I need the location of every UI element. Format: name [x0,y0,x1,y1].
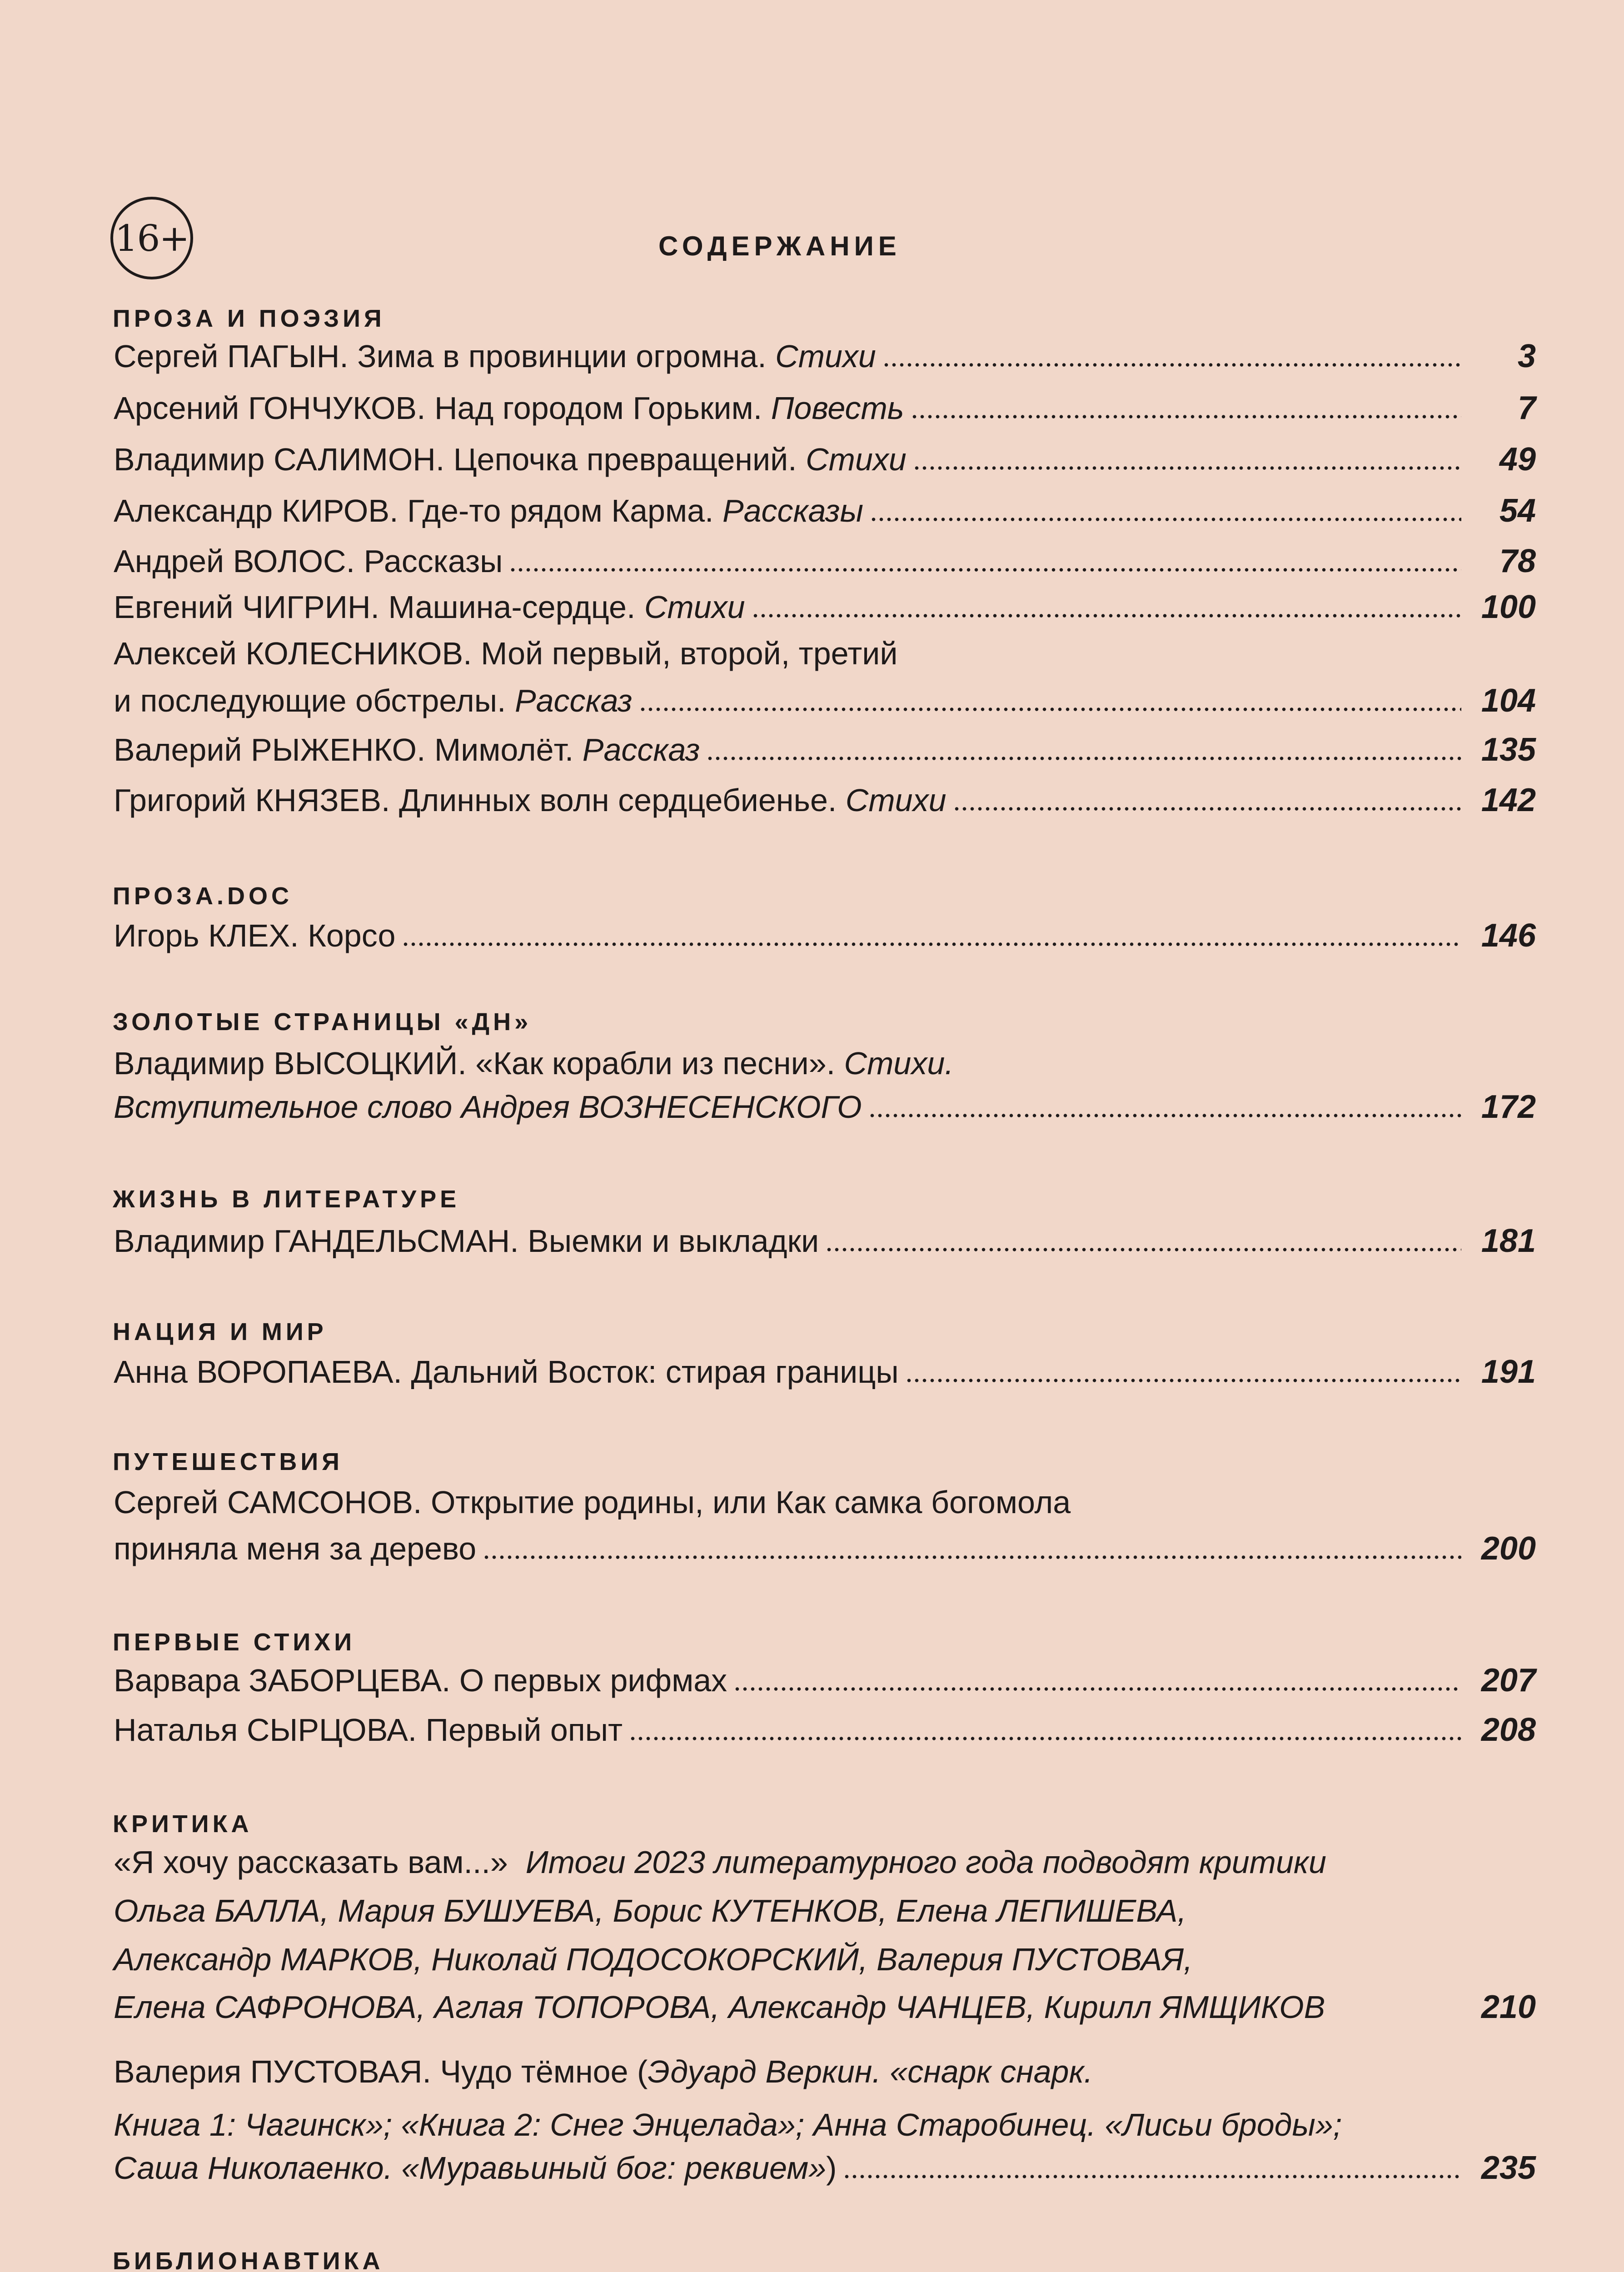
dot-leader [639,707,1461,712]
dot-leader [733,1687,1461,1691]
entry-title: Над городом Горьким. [434,390,762,426]
dot-leader [629,1736,1461,1741]
dot-leader [825,1247,1461,1252]
toc-entry-line[interactable]: Сергей САМСОНОВ. Открытие родины, или Как самка богомола [114,1485,1071,1520]
entry-page-number: 172 [1481,1089,1536,1125]
dot-leader [911,414,1461,419]
entry-page-number: 142 [1481,782,1536,818]
dot-leader [953,807,1461,811]
entry-author: Владимир САЛИМОН. [114,442,445,477]
toc-entry-line[interactable] [114,1943,1193,1975]
entry-title: Валерия ПУСТОВАЯ. Чудо тёмное ( [114,2054,648,2089]
section-title-travels: ПУТЕШЕСТВИЯ [113,1448,343,1475]
entry-title: Рассказы [364,543,503,579]
entry-reviewed-works: Саша Николаенко. «Муравьиный бог: реквием» [114,2150,827,2186]
toc-entry[interactable] [114,443,1536,476]
section-title-prozadoc: ПРОЗА.DOC [113,882,293,910]
section-title-nation-and-world: НАЦИЯ И МИР [113,1318,327,1345]
entry-page-number: 78 [1499,543,1536,579]
toc-entry[interactable] [114,1532,1536,1565]
toc-entry[interactable] [114,2152,1536,2184]
dot-leader [402,942,1461,947]
entry-author: Евгений ЧИГРИН. [114,589,379,625]
entry-author: Арсений ГОНЧУКОВ. [114,390,426,426]
toc-entry[interactable] [114,684,1536,717]
entry-genre: Стихи [845,782,947,818]
entry-page-number: 146 [1481,917,1536,954]
section-title-golden-pages: ЗОЛОТЫЕ СТРАНИЦЫ «ДН» [113,1008,532,1036]
entry-page-number: 54 [1499,493,1536,529]
entry-genre: Стихи. [844,1046,954,1081]
toc-entry[interactable] [114,1225,1536,1257]
entry-page-number: 181 [1481,1223,1536,1259]
entry-page-number: 208 [1481,1712,1536,1748]
closing-parenthesis: ) [826,2150,837,2186]
entry-page-number: 135 [1481,732,1536,768]
dot-leader [870,517,1461,522]
entry-text: Вступительное слово Андрея ВОЗНЕСЕНСКОГО [114,1089,862,1125]
entry-genre: Стихи [806,442,907,477]
entry-text: Игорь КЛЕХ. Корсо [114,918,396,953]
toc-entry-line[interactable] [114,1895,1186,1927]
entry-text: Владимир ГАНДЕЛЬСМАН. Выемки и выкладки [114,1223,819,1259]
entry-genre: Стихи [644,589,745,625]
entry-title: Цепочка превращений. [453,442,797,477]
toc-entry-line[interactable] [114,1047,954,1079]
toc-entry[interactable] [114,1991,1536,2023]
dot-leader [706,756,1461,761]
section-title-life-in-literature: ЖИЗНЬ В ЛИТЕРАТУРЕ [113,1186,460,1213]
entry-page-number: 210 [1481,1989,1536,2025]
dot-leader [868,1113,1461,1118]
toc-entry[interactable] [114,1355,1536,1388]
entry-page-number: 100 [1481,589,1536,625]
entry-author: Валерий РЫЖЕНКО. [114,732,426,767]
entry-text: Варвара ЗАБОРЦЕВА. О первых рифмах [114,1663,727,1698]
toc-entry[interactable] [114,340,1536,373]
toc-entry-line[interactable] [114,2109,1342,2141]
entry-page-number: 200 [1481,1530,1536,1567]
entry-subtitle: Итоги 2023 литературного года подводят критики [525,1844,1326,1880]
toc-entry-line[interactable]: Алексей КОЛЕСНИКОВ. Мой первый, второй, третий [114,636,898,671]
entry-genre: Рассказы [722,493,864,528]
entry-text: Анна ВОРОПАЕВА. Дальний Восток: стирая границы [114,1354,899,1390]
entry-title: Длинных волн сердцебиенье. [399,782,837,818]
dot-leader [882,363,1461,367]
age-rating-label: 16+ [115,217,189,259]
entry-author: Сергей ПАГЫН. [114,339,349,374]
toc-entry[interactable] [114,545,1536,578]
dot-leader [509,568,1461,572]
toc-entry[interactable] [114,494,1536,527]
entry-text: приняла меня за дерево [114,1531,477,1566]
section-title-biblionautics: БИБЛИОНАВТИКА [113,2247,384,2272]
entry-author: Александр КИРОВ. [114,493,399,528]
entry-genre: Повесть [771,390,904,426]
section-title-prose: ПРОЗА И ПОЭЗИЯ [113,305,385,332]
entry-title: Владимир ВЫСОЦКИЙ. «Как корабли из песни». [114,1046,836,1081]
toc-entry[interactable] [114,1664,1536,1697]
entry-title: Где-то рядом Карма. [407,493,714,528]
section-title-critique: КРИТИКА [113,1810,253,1838]
entry-page-number: 191 [1481,1354,1536,1390]
dot-leader [1331,2013,1461,2018]
toc-entry[interactable] [114,1091,1536,1123]
toc-entry[interactable] [114,1714,1536,1746]
entry-page-number: 235 [1481,2150,1536,2186]
dot-leader [752,613,1461,618]
toc-entry[interactable] [114,591,1536,623]
toc-entry[interactable] [114,733,1536,766]
entry-title: Зима в провинции огромна. [357,339,767,374]
entry-reviewed-works: Книга 1: Чагинск»; «Книга 2: Снег Энцелада»; Анна Старобинец. «Лисьи броды»; [114,2107,1342,2142]
dot-leader [905,1378,1461,1383]
entry-page-number: 49 [1499,441,1536,478]
toc-entry[interactable] [114,392,1536,424]
entry-author: Андрей ВОЛОС. [114,543,355,579]
entry-page-number: 104 [1481,683,1536,719]
section-title-first-poems: ПЕРВЫЕ СТИХИ [113,1629,356,1656]
dot-leader [913,466,1461,470]
entry-authors: Александр МАРКОВ, Николай ПОДОСОКОРСКИЙ, Валерия ПУСТОВАЯ, [114,1942,1193,1977]
age-rating-badge [110,197,193,279]
entry-genre: Рассказ [582,732,700,767]
entry-text: Наталья СЫРЦОВА. Первый опыт [114,1712,623,1748]
toc-entry[interactable] [114,784,1536,817]
entry-genre: Рассказ [514,683,633,718]
dot-leader [483,1555,1461,1560]
entry-authors: Ольга БАЛЛА, Мария БУШУЕВА, Борис КУТЕНКОВ, Елена ЛЕПИШЕВА, [114,1893,1186,1928]
entry-genre: Стихи [775,339,876,374]
entry-page-number: 207 [1481,1662,1536,1699]
entry-title: и последующие обстрелы. [114,683,506,718]
entry-page-number: 3 [1517,338,1536,374]
entry-authors: Елена САФРОНОВА, Аглая ТОПОРОВА, Александр ЧАНЦЕВ, Кирилл ЯМЩИКОВ [114,1989,1325,2025]
entry-title: Мимолёт. [434,732,574,767]
toc-entry-line[interactable] [114,2056,1093,2088]
entry-author: Григорий КНЯЗЕВ. [114,782,390,818]
entry-title: «Я хочу рассказать вам...» [114,1844,508,1880]
toc-entry[interactable] [114,919,1536,952]
entry-reviewed-works: Эдуард Веркин. «снарк снарк. [648,2054,1093,2089]
page-title: СОДЕРЖАНИЕ [658,231,901,261]
entry-page-number: 7 [1517,390,1536,426]
toc-entry-line[interactable] [114,1846,1326,1878]
entry-title: Машина-сердце. [388,589,636,625]
dot-leader [843,2174,1461,2179]
